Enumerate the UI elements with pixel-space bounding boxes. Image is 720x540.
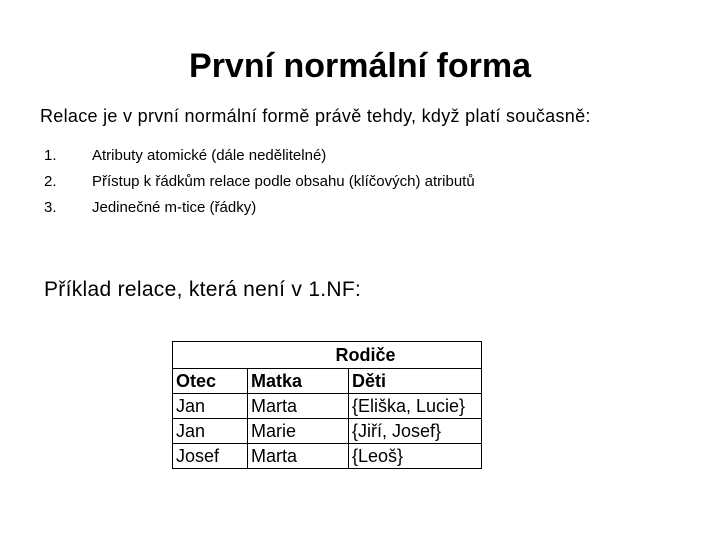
rule-text: Přístup k řádkům relace podle obsahu (klíčových) atributů xyxy=(92,172,475,190)
rule-number: 3. xyxy=(44,198,57,216)
table-header-row xyxy=(173,369,482,394)
table-cell: Jan xyxy=(173,394,248,419)
rules-list xyxy=(44,142,475,220)
table-cell: {Eliška, Lucie} xyxy=(349,394,482,419)
rule-item xyxy=(44,142,475,168)
table-cell: Josef xyxy=(173,444,248,469)
rule-number: 2. xyxy=(44,172,57,190)
rule-item xyxy=(44,194,475,220)
rule-text: Atributy atomické (dále nedělitelné) xyxy=(92,146,327,164)
rule-item xyxy=(44,168,475,194)
rule-number: 1. xyxy=(44,146,57,164)
column-header-otec: Otec xyxy=(173,369,248,394)
table-cell: {Leoš} xyxy=(349,444,482,469)
relation-name-row xyxy=(173,342,482,369)
table-cell: Marta xyxy=(248,444,349,469)
slide-title: První normální forma xyxy=(189,47,531,85)
table-row xyxy=(173,444,482,469)
table-cell: Marie xyxy=(248,419,349,444)
relation-table xyxy=(172,341,482,469)
column-header-matka: Matka xyxy=(248,369,349,394)
table-cell: Marta xyxy=(248,394,349,419)
table-row xyxy=(173,394,482,419)
table-row xyxy=(173,419,482,444)
intro-text: Relace je v první normální formě právě tehdy, když platí současně: xyxy=(40,106,591,126)
table-cell: {Jiří, Josef} xyxy=(349,419,482,444)
relation-name: Rodiče xyxy=(173,342,482,369)
example-heading: Příklad relace, která není v 1.NF: xyxy=(44,278,362,301)
column-header-deti: Děti xyxy=(349,369,482,394)
table-cell: Jan xyxy=(173,419,248,444)
rule-text: Jedinečné m-tice (řádky) xyxy=(92,198,257,216)
